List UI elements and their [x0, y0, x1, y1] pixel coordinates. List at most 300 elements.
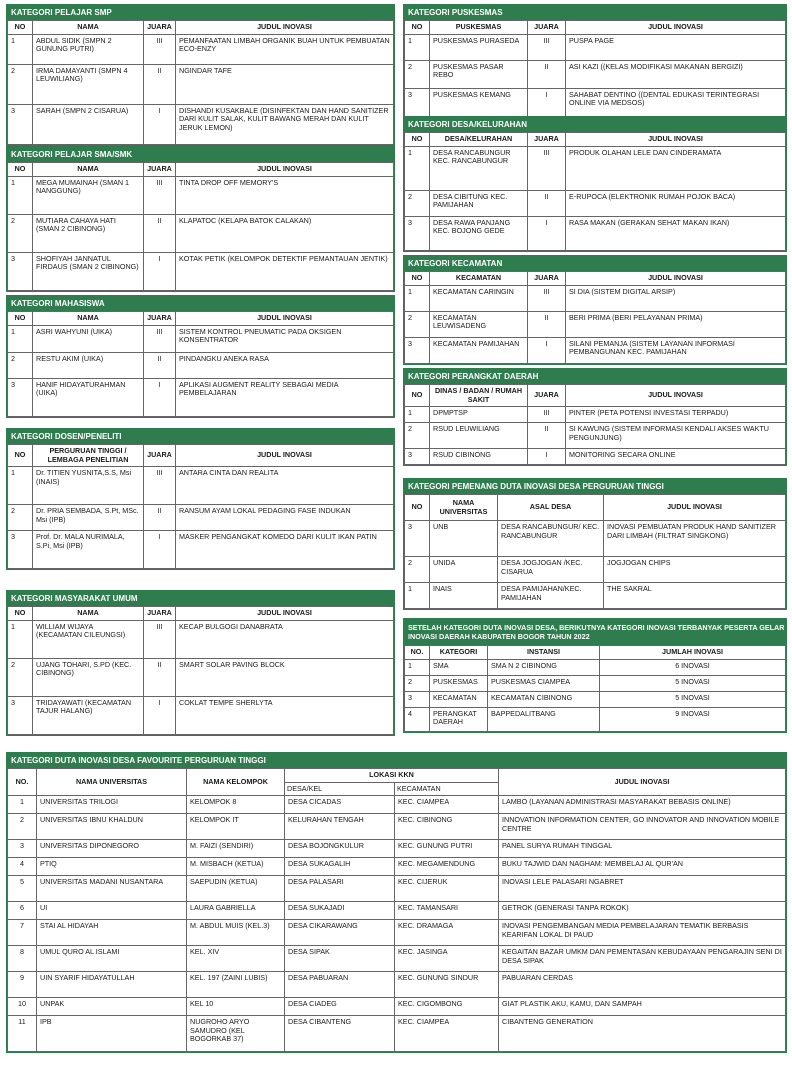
cell-judul: PUSPA PAGE: [566, 34, 786, 60]
cell-nama: SARAH (SMPN 2 CISARUA): [33, 104, 144, 144]
cell-judul: BUKU TAJWID DAN NAGHAM: MEMBELAJ AL QUR'AN: [499, 858, 786, 876]
cell-universitas: UNIVERSITAS TRILOGI: [37, 796, 187, 814]
cell-judul: KLAPATOC (KELAPA BATOK CALAKAN): [176, 214, 394, 252]
table-masyarakat-umum: [7, 606, 394, 735]
cell-judul: E-RUPOCA (ELEKTRONIK RUMAH POJOK BACA): [566, 190, 786, 216]
table-inovasi-terbanyak: [404, 645, 786, 732]
cell-juara: III: [144, 467, 176, 505]
cell-no: 4: [405, 707, 430, 731]
section-title: SETELAH KATEGORI DUTA INOVASI DESA, BERIKUTNYA KATEGORI INOVASI TERBANYAK PESERTA GELAR INOVASI DAERAH KABUPATEN BOGOR TAHUN 2022: [404, 619, 786, 645]
cell-judul: SI KAWUNG (SISTEM INFORMASI KENDALI AKSES WAKTU PENGUNJUNG): [566, 423, 786, 449]
cell-judul: KEGAITAN BAZAR UMKM DAN PEMENTASAN KEBUDAYAAN PENGARAJIN SENI DI DESA SIPAK: [499, 946, 786, 972]
table-row: [405, 407, 786, 423]
cell-no: 11: [8, 1016, 37, 1052]
cell-no: 2: [8, 64, 33, 104]
cell-no: 8: [8, 946, 37, 972]
section-title: KATEGORI MAHASISWA: [7, 296, 394, 311]
table-row: [405, 190, 786, 216]
col-kelompok: NAMA KELOMPOK: [187, 769, 285, 796]
cell-judul: GETROK (GENERASI TANPA ROKOK): [499, 902, 786, 920]
cell-no: 1: [8, 467, 33, 505]
table-row: [8, 658, 394, 696]
cell-instansi: SMA N 2 CIBINONG: [488, 659, 600, 675]
cell-nama: Dr. TITIEN YUSNITA,S.S, Msi (INAIS): [33, 467, 144, 505]
table-row: [8, 946, 786, 972]
col-juara: JUARA: [144, 445, 176, 467]
table-row: [405, 583, 786, 609]
cell-kategori: PUSKESMAS: [430, 675, 488, 691]
table-row: [405, 34, 786, 60]
cell-no: 3: [405, 337, 430, 363]
cell-no: 1: [405, 407, 430, 423]
cell-judul: RASA MAKAN (GERAKAN SEHAT MAKAN IKAN): [566, 216, 786, 250]
table-row: [8, 796, 786, 814]
cell-juara: I: [144, 378, 176, 416]
table-row: [405, 311, 786, 337]
col-asal-desa: ASAL DESA: [498, 495, 604, 521]
cell-kecamatan: KEC. CIGOMBONG: [395, 998, 499, 1016]
cell-juara: II: [528, 60, 566, 88]
col-jumlah: JUMLAH INOVASI: [600, 646, 786, 660]
cell-desa: DESA SIPAK: [285, 946, 395, 972]
cell-nama: PUSKESMAS PURASEDA: [430, 34, 528, 60]
cell-no: 2: [405, 60, 430, 88]
table-row: [8, 352, 394, 378]
panel-inovasi-terbanyak: [403, 618, 787, 733]
cell-nama: DESA RANCABUNGUR KEC. RANCABUNGUR: [430, 146, 528, 190]
section-title: KATEGORI PUSKESMAS: [404, 5, 786, 20]
table-row: [8, 972, 786, 998]
cell-judul: NGINDAR TAFE: [176, 64, 394, 104]
cell-judul: THE SAKRAL: [604, 583, 786, 609]
col-no: NO: [405, 21, 430, 35]
table-row: [405, 691, 786, 707]
cell-nama: MUTIARA CAHAYA HATI (SMAN 2 CIBINONG): [33, 214, 144, 252]
cell-no: 1: [8, 34, 33, 64]
table-row: [405, 146, 786, 190]
col-lokasi-kkn: LOKASI KKN: [285, 769, 499, 783]
cell-instansi: BAPPEDALITBANG: [488, 707, 600, 731]
cell-no: 2: [8, 658, 33, 696]
table-row: [405, 423, 786, 449]
cell-no: 3: [8, 696, 33, 734]
cell-kelompok: KEL. 197 (ZAINI LUBIS): [187, 972, 285, 998]
cell-nama: PUSKESMAS KEMANG: [430, 88, 528, 116]
cell-juara: II: [144, 214, 176, 252]
table-perangkat-daerah: [404, 384, 786, 465]
table-dosen-peneliti: [7, 444, 394, 569]
cell-desa: DESA CIADEG: [285, 998, 395, 1016]
cell-juara: III: [528, 34, 566, 60]
cell-no: 9: [8, 972, 37, 998]
panel-pelajar-smp: [6, 4, 395, 146]
col-kategori: KATEGORI: [430, 646, 488, 660]
col-no: NO: [8, 607, 33, 621]
cell-desa: KELURAHAN TENGAH: [285, 814, 395, 840]
col-no: NO.: [8, 769, 37, 796]
cell-juara: I: [144, 531, 176, 569]
table-kecamatan: [404, 271, 786, 364]
table-row: [8, 252, 394, 290]
table-row: [8, 467, 394, 505]
cell-no: 2: [405, 557, 430, 583]
cell-kecamatan: KEC. GUNUNG SINDUR: [395, 972, 499, 998]
cell-judul: ANTARA CINTA DAN REALITA: [176, 467, 394, 505]
table-row: [8, 920, 786, 946]
cell-no: 3: [405, 216, 430, 250]
cell-no: 1: [405, 583, 430, 609]
cell-judul: ASI KAZI ((KELAS MODIFIKASI MAKANAN BERGIZI): [566, 60, 786, 88]
col-universitas: NAMA UNIVERSITAS: [430, 495, 498, 521]
cell-desa: DESA SUKAJADI: [285, 902, 395, 920]
panel-duta-inovasi: [403, 478, 787, 610]
section-title: KATEGORI PELAJAR SMP: [7, 5, 394, 20]
cell-no: 3: [8, 531, 33, 569]
cell-nama: Dr. PRIA SEMBADA, S.Pt, MSc. Msi (IPB): [33, 505, 144, 531]
cell-universitas: UNPAK: [37, 998, 187, 1016]
table-row: [405, 659, 786, 675]
col-kecamatan: KECAMATAN: [395, 782, 499, 796]
cell-kelompok: SAEPUDIN (KETUA): [187, 876, 285, 902]
col-juara: JUARA: [528, 385, 566, 407]
section-title: KATEGORI DUTA INOVASI DESA FAVOURITE PERGURUAN TINGGI: [7, 753, 786, 768]
cell-judul: PANEL SURYA RUMAH TINGGAL: [499, 840, 786, 858]
table-row: [8, 858, 786, 876]
cell-no: 1: [405, 659, 430, 675]
cell-juara: II: [144, 64, 176, 104]
cell-no: 1: [405, 34, 430, 60]
cell-judul: INOVASI LELE PALASARI NGABRET: [499, 876, 786, 902]
cell-juara: I: [144, 104, 176, 144]
col-no: NO: [405, 385, 430, 407]
col-desa: DESA/KELURAHAN: [430, 133, 528, 147]
col-nama: NAMA: [33, 21, 144, 35]
cell-nama: IRMA DAMAYANTI (SMPN 4 LEUWILIANG): [33, 64, 144, 104]
section-title: KATEGORI DOSEN/PENELITI: [7, 429, 394, 444]
section-title: KATEGORI PEMENANG DUTA INOVASI DESA PERGURUAN TINGGI: [404, 479, 786, 494]
cell-judul: PABUARAN CERDAS: [499, 972, 786, 998]
col-nama: NAMA: [33, 312, 144, 326]
table-pelajar-smp: [7, 20, 394, 145]
cell-nama: ASRI WAHYUNI (UIKA): [33, 325, 144, 352]
cell-kecamatan: KEC. JASINGA: [395, 946, 499, 972]
cell-jumlah: 6 INOVASI: [600, 659, 786, 675]
cell-kelompok: M. FAIZI (SENDIRI): [187, 840, 285, 858]
panel-puskesmas: [403, 4, 787, 118]
cell-judul: BERI PRIMA (BERI PELAYANAN PRIMA): [566, 311, 786, 337]
cell-nama: INAIS: [430, 583, 498, 609]
col-no: NO: [8, 21, 33, 35]
cell-judul: SISTEM KONTROL PNEUMATIC PADA OKSIGEN KONSENTRATOR: [176, 325, 394, 352]
cell-kelompok: KEL. XIV: [187, 946, 285, 972]
col-puskesmas: PUSKESMAS: [430, 21, 528, 35]
cell-juara: III: [144, 325, 176, 352]
cell-judul: CIBANTENG GENERATION: [499, 1016, 786, 1052]
cell-no: 7: [8, 920, 37, 946]
cell-nama: KECAMATAN LEUWISADENG: [430, 311, 528, 337]
cell-no: 1: [8, 176, 33, 214]
section-title: KATEGORI PELAJAR SMA/SMK: [7, 147, 394, 162]
cell-no: 3: [405, 691, 430, 707]
cell-no: 3: [8, 378, 33, 416]
cell-judul: TINTA DROP OFF MEMORY'S: [176, 176, 394, 214]
table-row: [8, 814, 786, 840]
cell-juara: II: [528, 311, 566, 337]
col-judul: JUDUL INOVASI: [176, 312, 394, 326]
cell-judul: SI DIA (SISTEM DIGITAL ARSIP): [566, 285, 786, 311]
col-nama: NAMA: [33, 163, 144, 177]
cell-nama: UNIDA: [430, 557, 498, 583]
col-juara: JUARA: [144, 607, 176, 621]
cell-universitas: UNIVERSITAS MADANI NUSANTARA: [37, 876, 187, 902]
cell-kelompok: KELOMPOK 8: [187, 796, 285, 814]
cell-no: 1: [8, 325, 33, 352]
cell-nama: DESA RAWA PANJANG KEC. BOJONG GEDE: [430, 216, 528, 250]
cell-juara: III: [528, 285, 566, 311]
cell-juara: I: [528, 216, 566, 250]
cell-judul: KECAP BULGOGI DANABRATA: [176, 620, 394, 658]
table-row: [8, 378, 394, 416]
cell-juara: I: [144, 252, 176, 290]
cell-judul: PINDANGKU ANEKA RASA: [176, 352, 394, 378]
cell-kelompok: LAURA GABRIELLA: [187, 902, 285, 920]
cell-nama: TRIDAYAWATI (KECAMATAN TAJUR HALANG): [33, 696, 144, 734]
col-perguruan: PERGURUAN TINGGI / LEMBAGA PENELITIAN: [33, 445, 144, 467]
table-row: [8, 104, 394, 144]
cell-desa: DESA CICADAS: [285, 796, 395, 814]
cell-no: 4: [8, 858, 37, 876]
cell-juara: III: [144, 620, 176, 658]
cell-kelompok: M. MISBACH (KETUA): [187, 858, 285, 876]
cell-desa: DESA SUKAGALIH: [285, 858, 395, 876]
col-judul: JUDUL INOVASI: [566, 21, 786, 35]
cell-juara: III: [528, 407, 566, 423]
cell-kecamatan: KEC. TAMANSARI: [395, 902, 499, 920]
table-row: [8, 505, 394, 531]
cell-no: 3: [8, 840, 37, 858]
cell-nama: MEGA MUMAINAH (SMAN 1 NANGGUNG): [33, 176, 144, 214]
table-row: [405, 60, 786, 88]
cell-kecamatan: KEC. MEGAMENDUNG: [395, 858, 499, 876]
cell-kecamatan: KEC. CIAMPEA: [395, 1016, 499, 1052]
cell-nama: DPMPTSP: [430, 407, 528, 423]
cell-no: 1: [8, 620, 33, 658]
col-universitas: NAMA UNIVERSITAS: [37, 769, 187, 796]
cell-universitas: PTIQ: [37, 858, 187, 876]
cell-nama: RESTU AKIM (UIKA): [33, 352, 144, 378]
col-judul: JUDUL INOVASI: [604, 495, 786, 521]
table-duta-inovasi: [404, 494, 786, 609]
cell-juara: II: [528, 190, 566, 216]
cell-no: 2: [405, 423, 430, 449]
cell-juara: III: [528, 146, 566, 190]
cell-no: 10: [8, 998, 37, 1016]
table-row: [8, 214, 394, 252]
cell-no: 1: [8, 796, 37, 814]
cell-nama: UNB: [430, 521, 498, 557]
table-row: [405, 216, 786, 250]
cell-universitas: UI: [37, 902, 187, 920]
cell-judul: MONITORING SECARA ONLINE: [566, 449, 786, 465]
col-juara: JUARA: [144, 163, 176, 177]
cell-kelompok: KEL 10: [187, 998, 285, 1016]
panel-masyarakat-umum: [6, 590, 395, 736]
col-juara: JUARA: [528, 133, 566, 147]
cell-no: 2: [8, 214, 33, 252]
col-judul: JUDUL INOVASI: [499, 769, 786, 796]
cell-nama: UJANG TOHARI, S.PD (KEC. CIBINONG): [33, 658, 144, 696]
cell-juara: II: [144, 352, 176, 378]
cell-juara: II: [144, 505, 176, 531]
cell-kecamatan: KEC. GUNUNG PUTRI: [395, 840, 499, 858]
table-row: [8, 531, 394, 569]
cell-desa: DESA PAMIJAHAN/KEC. PAMIJAHAN: [498, 583, 604, 609]
cell-universitas: UMUL QURO AL ISLAMI: [37, 946, 187, 972]
col-no: NO: [8, 445, 33, 467]
cell-kelompok: NUGROHO ARYO SAMUDRO (KEL BOGORKAB 37): [187, 1016, 285, 1052]
cell-juara: I: [528, 88, 566, 116]
col-kecamatan: KECAMATAN: [430, 272, 528, 286]
cell-juara: I: [528, 449, 566, 465]
cell-kategori: KECAMATAN: [430, 691, 488, 707]
cell-judul: PRODUK OLAHAN LELE DAN CINDERAMATA: [566, 146, 786, 190]
cell-kecamatan: KEC. CIBINONG: [395, 814, 499, 840]
col-judul: JUDUL INOVASI: [176, 21, 394, 35]
table-pelajar-sma: [7, 162, 394, 291]
table-row: [8, 840, 786, 858]
cell-judul: INOVASI PEMBUATAN PRODUK HAND SANITIZER DARI LIMBAH (FILTRAT SINGKONG): [604, 521, 786, 557]
cell-juara: III: [144, 34, 176, 64]
cell-kategori: SMA: [430, 659, 488, 675]
cell-judul: PINTER (PETA POTENSI INVESTASI TERPADU): [566, 407, 786, 423]
cell-no: 6: [8, 902, 37, 920]
cell-no: 1: [405, 285, 430, 311]
cell-jumlah: 5 INOVASI: [600, 691, 786, 707]
table-mahasiswa: [7, 311, 394, 417]
cell-jumlah: 9 INOVASI: [600, 707, 786, 731]
cell-universitas: IPB: [37, 1016, 187, 1052]
cell-nama: KECAMATAN PAMIJAHAN: [430, 337, 528, 363]
table-row: [8, 696, 394, 734]
cell-nama: PUSKESMAS PASAR REBO: [430, 60, 528, 88]
cell-kategori: PERANGKAT DAERAH: [430, 707, 488, 731]
panel-perangkat-daerah: [403, 368, 787, 466]
table-row: [405, 521, 786, 557]
cell-kecamatan: KEC. DRAMAGA: [395, 920, 499, 946]
cell-nama: KECAMATAN CARINGIN: [430, 285, 528, 311]
cell-judul: INNOVATION INFORMATION CENTER, GO INNOVATOR AND INNOVATION MOBILE CENTRE: [499, 814, 786, 840]
cell-kelompok: KELOMPOK IT: [187, 814, 285, 840]
cell-nama: RSUD CIBINONG: [430, 449, 528, 465]
table-row: [405, 675, 786, 691]
col-judul: JUDUL INOVASI: [566, 272, 786, 286]
cell-judul: INOVASI PENGEMBANGAN MEDIA PEMBELAJARAN TEMATIK BERBASIS KEARIFAN LOKAL DI PAUD: [499, 920, 786, 946]
panel-pelajar-sma: [6, 146, 395, 292]
table-row: [8, 325, 394, 352]
col-no: NO: [8, 312, 33, 326]
cell-kecamatan: KEC. CIJERUK: [395, 876, 499, 902]
cell-no: 3: [405, 521, 430, 557]
col-no: NO: [405, 133, 430, 147]
cell-judul: LAMBO (LAYANAN ADMINISTRASI MASYARAKAT BEBASIS ONLINE): [499, 796, 786, 814]
col-dinas: DINAS / BADAN / RUMAH SAKIT: [430, 385, 528, 407]
col-judul: JUDUL INOVASI: [176, 607, 394, 621]
cell-desa: DESA PALASARI: [285, 876, 395, 902]
cell-nama: RSUD LEUWILIANG: [430, 423, 528, 449]
panel-mahasiswa: [6, 295, 395, 418]
col-nama: NAMA: [33, 607, 144, 621]
cell-juara: II: [528, 423, 566, 449]
cell-no: 1: [405, 146, 430, 190]
cell-desa: DESA PABUARAN: [285, 972, 395, 998]
cell-no: 2: [8, 505, 33, 531]
table-puskesmas: [404, 20, 786, 117]
col-instansi: INSTANSI: [488, 646, 600, 660]
cell-nama: DESA CIBITUNG KEC. PAMIJAHAN: [430, 190, 528, 216]
table-row: [8, 64, 394, 104]
col-no: NO: [405, 272, 430, 286]
section-title: KATEGORI MASYARAKAT UMUM: [7, 591, 394, 606]
col-judul: JUDUL INOVASI: [176, 445, 394, 467]
cell-judul: RANSUM AYAM LOKAL PEDAGING FASE INDUKAN: [176, 505, 394, 531]
panel-kecamatan: [403, 255, 787, 365]
cell-juara: I: [144, 696, 176, 734]
table-row: [8, 176, 394, 214]
cell-nama: Prof. Dr. MALA NURIMALA, S.Pi, Msi (IPB): [33, 531, 144, 569]
cell-instansi: PUSKESMAS CIAMPEA: [488, 675, 600, 691]
col-no: NO: [405, 495, 430, 521]
cell-judul: SAHABAT DENTINO ((DENTAL EDUKASI TERINTEGRASI ONLINE VIA MEDSOS): [566, 88, 786, 116]
col-judul: JUDUL INOVASI: [566, 133, 786, 147]
cell-judul: GIAT PLASTIK AKU, KAMU, DAN SAMPAH: [499, 998, 786, 1016]
panel-desa-kelurahan: [403, 116, 787, 252]
cell-jumlah: 5 INOVASI: [600, 675, 786, 691]
cell-no: 3: [405, 449, 430, 465]
cell-juara: III: [144, 176, 176, 214]
table-row: [405, 285, 786, 311]
table-desa-kelurahan: [404, 132, 786, 251]
cell-nama: ABDUL SIDIK (SMPN 2 GUNUNG PUTRI): [33, 34, 144, 64]
cell-nama: WILLIAM WIJAYA (KECAMATAN CILEUNGSI): [33, 620, 144, 658]
panel-duta-favourite: [6, 752, 787, 1053]
table-row: [8, 34, 394, 64]
cell-juara: I: [528, 337, 566, 363]
col-juara: JUARA: [528, 21, 566, 35]
cell-desa: DESA CIKARAWANG: [285, 920, 395, 946]
table-row: [405, 557, 786, 583]
col-judul: JUDUL INOVASI: [176, 163, 394, 177]
cell-judul: KOTAK PETIK (KELOMPOK DETEKTIF PEMANTAUAN JENTIK): [176, 252, 394, 290]
cell-no: 2: [405, 190, 430, 216]
cell-juara: II: [144, 658, 176, 696]
cell-instansi: KECAMATAN CIBINONG: [488, 691, 600, 707]
section-title: KATEGORI DESA/KELURAHAN: [404, 117, 786, 132]
cell-desa: DESA JOGJOGAN /KEC. CISARUA: [498, 557, 604, 583]
cell-judul: MASKER PENGANGKAT KOMEDO DARI KULIT IKAN PATIN: [176, 531, 394, 569]
cell-no: 2: [8, 352, 33, 378]
cell-judul: SMART SOLAR PAVING BLOCK: [176, 658, 394, 696]
cell-no: 2: [405, 311, 430, 337]
section-title: KATEGORI PERANGKAT DAERAH: [404, 369, 786, 384]
table-row: [8, 1016, 786, 1052]
cell-no: 2: [405, 675, 430, 691]
table-row: [8, 620, 394, 658]
panel-dosen-peneliti: [6, 428, 395, 570]
cell-judul: APLIKASI AUGMENT REALITY SEBAGAI MEDIA PEMBELAJARAN: [176, 378, 394, 416]
cell-desa: DESA RANCABUNGUR/ KEC. RANCABUNGUR: [498, 521, 604, 557]
table-row: [405, 337, 786, 363]
cell-kelompok: M. ABDUL MUIS (KEL.3): [187, 920, 285, 946]
